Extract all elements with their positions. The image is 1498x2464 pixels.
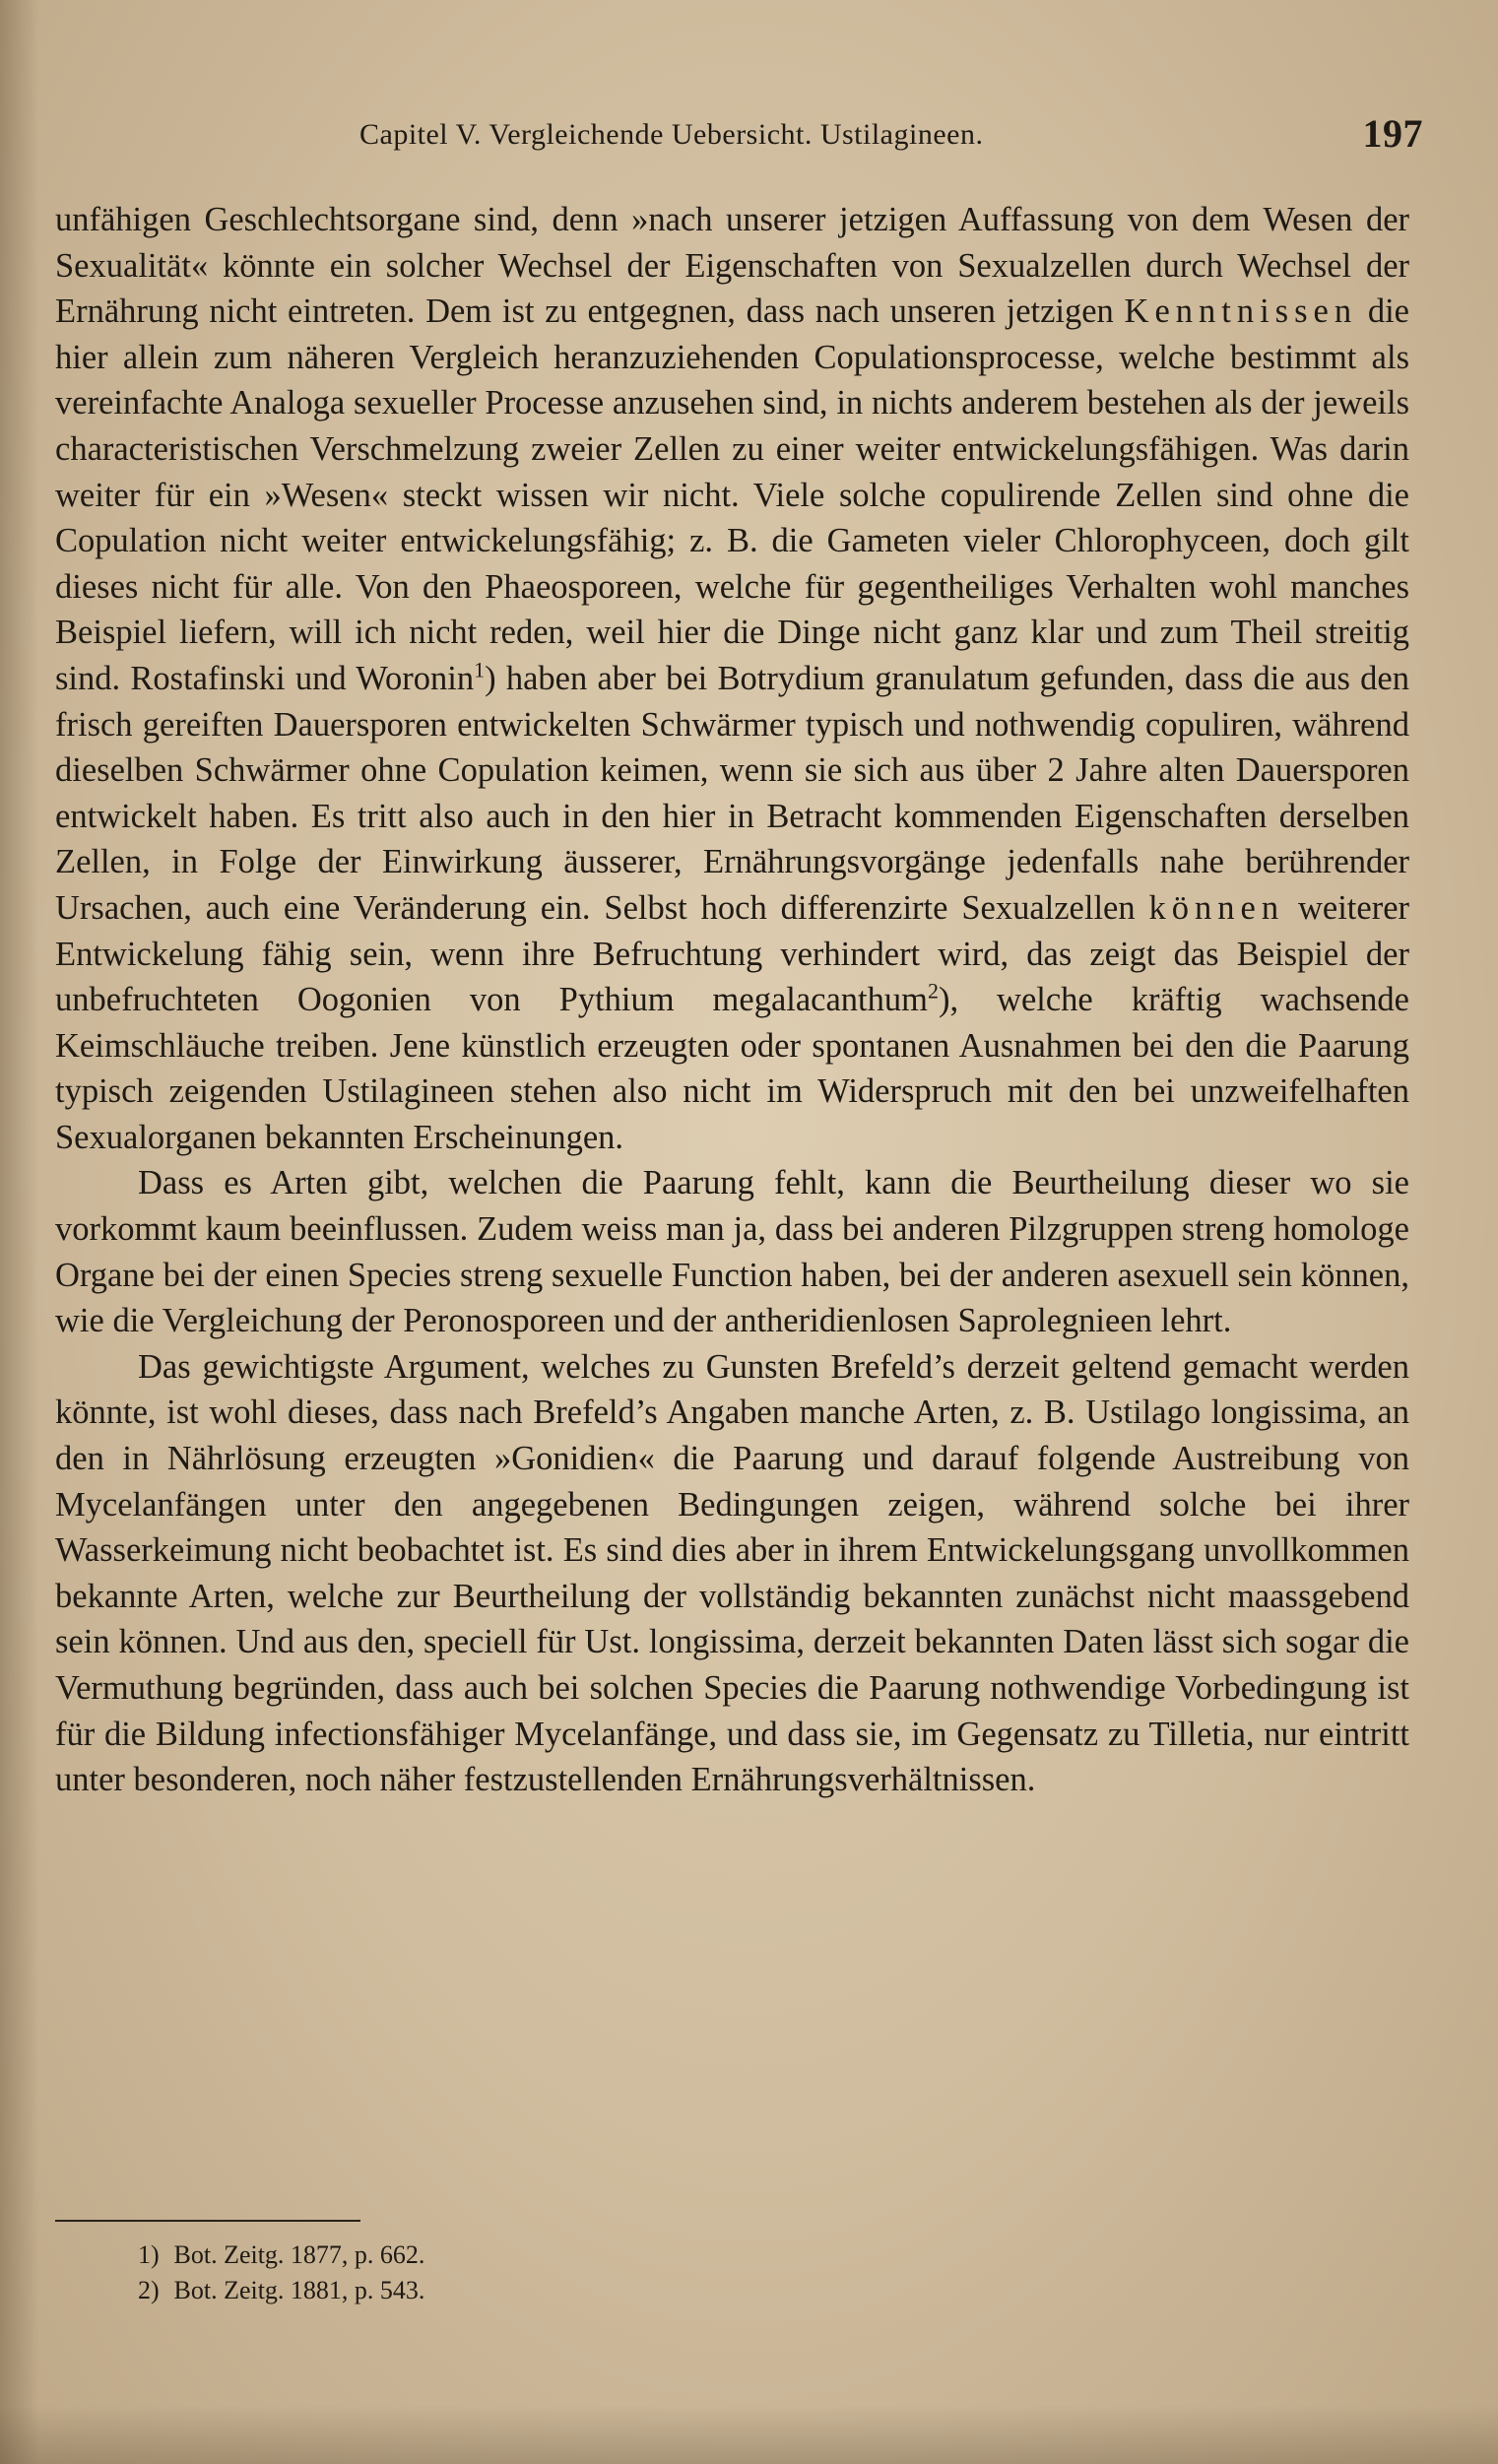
page-edge-shadow (0, 0, 39, 2464)
page-header (359, 110, 1423, 160)
paragraph-1 (55, 197, 1409, 1160)
running-head: Capitel V. Vergleichende Uebersicht. Ustilagineen. (359, 118, 984, 151)
footnote-ref-1: 1 (474, 657, 486, 682)
paragraph-1-part-c: die hier allein zum näheren Vergleich heranzuziehenden Copulationsprocesse, welche bestimmt als vereinfachte Analoga sexueller Processe anzusehen sind, in nichts anderem bestehen als der jeweils characteristischen Verschmelzung zweier Zellen zu einer weiter entwickelungsfähigen. Was darin weiter für ein »Wesen« steckt wissen wir nicht. Viele solche copulirende Zellen sind ohne die Copulation nicht weiter entwickelungsfähig; z. B. die Gameten vieler Chlorophyceen, doch gilt dieses nicht für alle. Von den Phaeosporeen, welche für gegentheiliges Verhalten wohl manches Beispiel liefern, will ich nicht reden, weil hier die Dinge nicht ganz klar und zum Theil streitig sind. Rostafinski und Woronin (55, 292, 1409, 697)
footnote-text: Bot. Zeitg. 1877, p. 662. (173, 2240, 425, 2269)
footnote-number: 2) (138, 2276, 160, 2304)
paragraph-3: Das gewichtigste Argument, welches zu Gunsten Brefeld’s derzeit geltend gemacht werden könnte, ist wohl dieses, dass nach Brefeld’s Angaben manche Arten, z. B. Ustilago longissima, an den in Nährlösung erzeugten »Gonidien« die Paarung und darauf folgende Austreibung von Mycelanfängen unter den angegebenen Bedingungen zeigen, während solche bei ihrer Wasserkeimung nicht beobachtet ist. Es sind dies aber in ihrem Entwickelungsgang unvollkommen bekannte Arten, welche zur Beurtheilung der vollständig bekannten zunächst nicht maassgebend sein können. Und aus den, speciell für Ust. longissima, derzeit bekannten Daten lässt sich sogar die Vermuthung begründen, dass auch bei solchen Species die Paarung nothwendige Vorbedingung ist für die Bildung infectionsfähiger Mycelanfänge, und dass sie, im Gegensatz zu Tilletia, nur eintritt unter besonderen, noch näher festzustellenden Ernährungsverhältnissen. (55, 1347, 1409, 1799)
paragraph-1-part-a: unfähigen Geschlechtsorgane sind, denn »nach unserer jetzigen Auffassung von dem Wesen der Sexualität« könnte ein solcher Wechsel der Eigenschaften von Sexualzellen durch Wechsel der Ernährung nicht eintreten. Dem ist zu entgegnen, dass nach unseren jetzigen (55, 201, 1409, 331)
footnote-divider (55, 2220, 360, 2222)
emphasis-kenntnissen: Kenntnissen (1124, 292, 1358, 331)
emphasis-koennen: können (1148, 888, 1285, 927)
footnote-ref-2: 2 (927, 978, 939, 1004)
paragraph-1-part-g: ), welche kräftig wachsende Keimschläuche treiben. Jene künstlich erzeugten oder spontanen Ausnahmen bei den die Paarung typisch zeigenden Ustilagineen stehen also nicht im Widerspruch mit den bei unzweifelhaften Sexualorganen bekannten Erscheinungen. (55, 981, 1409, 1156)
page-number: 197 (1362, 111, 1423, 156)
footnote-1 (138, 2237, 424, 2273)
paragraph-1-part-f: weiterer Entwickelung fähig sein, wenn ihre Befruchtung verhindert wird, das zeigt das Beispiel der unbefruchteten Oogonien von Pythium megalacanthum (55, 888, 1409, 1019)
footnote-number: 1) (138, 2240, 160, 2269)
page-bottom-shadow (0, 2405, 1498, 2464)
paragraph-2: Dass es Arten gibt, welchen die Paarung fehlt, kann die Beurtheilung dieser wo sie vorkommt kaum beeinflussen. Zudem weiss man ja, dass bei anderen Pilzgruppen streng homologe Organe bei der einen Species streng sexuelle Function haben, bei der anderen asexuell sein können, wie die Vergleichung der Peronosporeen und der antheridienlosen Saprolegnieen lehrt. (55, 1164, 1409, 1340)
paragraph-1-part-d: ) haben aber bei Botrydium granulatum gefunden, dass die aus den frisch gereiften Dauersporen entwickelten Schwärmer typisch und nothwendig copuliren, während dieselben Schwärmer ohne Copulation keimen, wenn sie sich aus über 2 Jahre alten Dauersporen entwickelt haben. Es tritt also auch in den hier in Betracht kommenden Eigenschaften derselben Zellen, in Folge der Einwirkung äusserer, Ernährungsvorgänge jedenfalls nahe berührender Ursachen, auch eine Veränderung ein. Selbst hoch differenzirte Sexualzellen (55, 659, 1409, 927)
footnotes (138, 2237, 424, 2308)
footnote-text: Bot. Zeitg. 1881, p. 543. (173, 2276, 425, 2304)
body-text (55, 197, 1409, 1803)
footnote-2 (138, 2273, 424, 2308)
